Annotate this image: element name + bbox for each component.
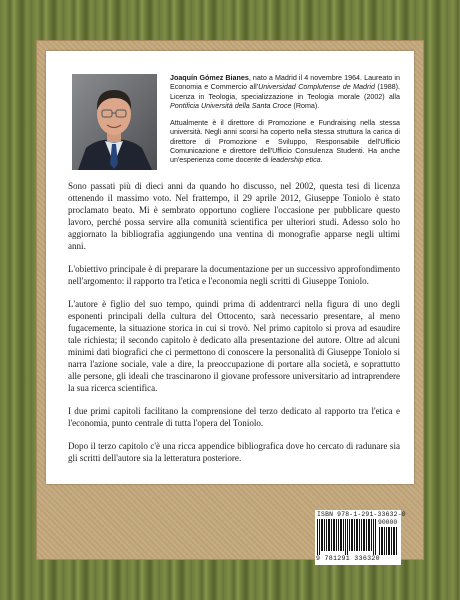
author-photo [72, 74, 157, 170]
price-addon: 90000 [378, 519, 398, 526]
bio-italic: leadership etica [270, 156, 321, 165]
bio-text: Attualmente è il direttore di Promozione e Fundraising nella stessa università. Negli anni scorsi ha coperto nella stessa struttura la carica di direttore di Promozione e Sviluppo, Responsabile dell'Ufficio Comunicazione e direttore dell'Ufficio Consulenza Studenti. Ha anche un'esperienza come docente di [170, 119, 400, 165]
isbn-barcode [315, 510, 406, 565]
bio-paragraph-2 [170, 119, 400, 165]
author-bio [170, 74, 400, 174]
bio-university-2: Pontificia Università della Santa Croce [170, 101, 292, 110]
isbn-label: ISBN 978-1-291-33632-0 [317, 511, 406, 518]
author-name: Joaquín Gómez Bianes [170, 74, 249, 82]
bio-paragraph-1 [170, 74, 400, 111]
paragraph-1: Sono passati più di dieci anni da quando ho discusso, nel 2002, questa tesi di licenza ottenendo il massimo voto. Nel frattempo, il 29 aprile 2012, Giuseppe Toniolo è stato proclamato beato. Mi è sembrato opportuno cogliere l'occasione per pubblicare questo lavoro, perché possa servire alla comunità scientifica per ulteriori studi. Adesso solo ho aggiornato la bibliografia aggiungendo una ventina di monografie apparse negli ultimi anni. [68, 181, 400, 251]
bio-university-1: Universidad Complutense de Madrid [258, 83, 375, 92]
barcode-digits: 9 781291 336320 [316, 555, 380, 562]
paragraph-2: L'obiettivo principale è di preparare la documentazione per un successivo approfondimento nell'argomento: il rapporto tra l'etica e l'economia negli scritti di Giuseppe Toniolo. [68, 264, 400, 286]
bio-text: (1988). Licenza in Teologia, specializzazione in Teologia morale (2002) alla [170, 83, 401, 101]
barcode-bars [317, 519, 377, 555]
bio-text: , nato a Madrid il 4 novembre 1964. Laureato in Economia e Commercio all' [170, 74, 400, 92]
addon-bars [379, 527, 399, 555]
paragraph-5: Dopo il terzo capitolo c'è una ricca appendice bibliografica dove ho cercato di radunare sia gli scritti dell'autore sia la letteratura posteriore. [68, 441, 400, 463]
bio-text: (Roma). [291, 101, 320, 110]
paragraph-4: I due primi capitoli facilitano la comprensione del terzo dedicato al rapporto tra l'etica e l'economia, punto centrale di tutta l'opera del Toniolo. [68, 406, 400, 428]
paragraph-3: L'autore è figlio del suo tempo, quindi prima di addentrarci nella figura di uno degli esponenti principali della cultura del Ottocento, sarà necessario presentare, al meno fugacemente, la situazione storica in cui si trovò. Nel primo capitolo si prova ad esaudire tale richiesta; il secondo capitolo è dedicato alla presentazione del autore. Oltre ad alcuni minimi dati biografici che ci permettono di conoscere la personalità di Giuseppe Toniolo si narra l'azione sociale, vale a dire, la preoccupazione di portare alla società, e soprattutto alle persone, gli ideali che trascinarono il giovane professore universitario ad intraprendere la sua ricerca scientifica. [68, 299, 400, 393]
bio-text: . [320, 156, 323, 165]
back-cover-text [68, 180, 400, 475]
